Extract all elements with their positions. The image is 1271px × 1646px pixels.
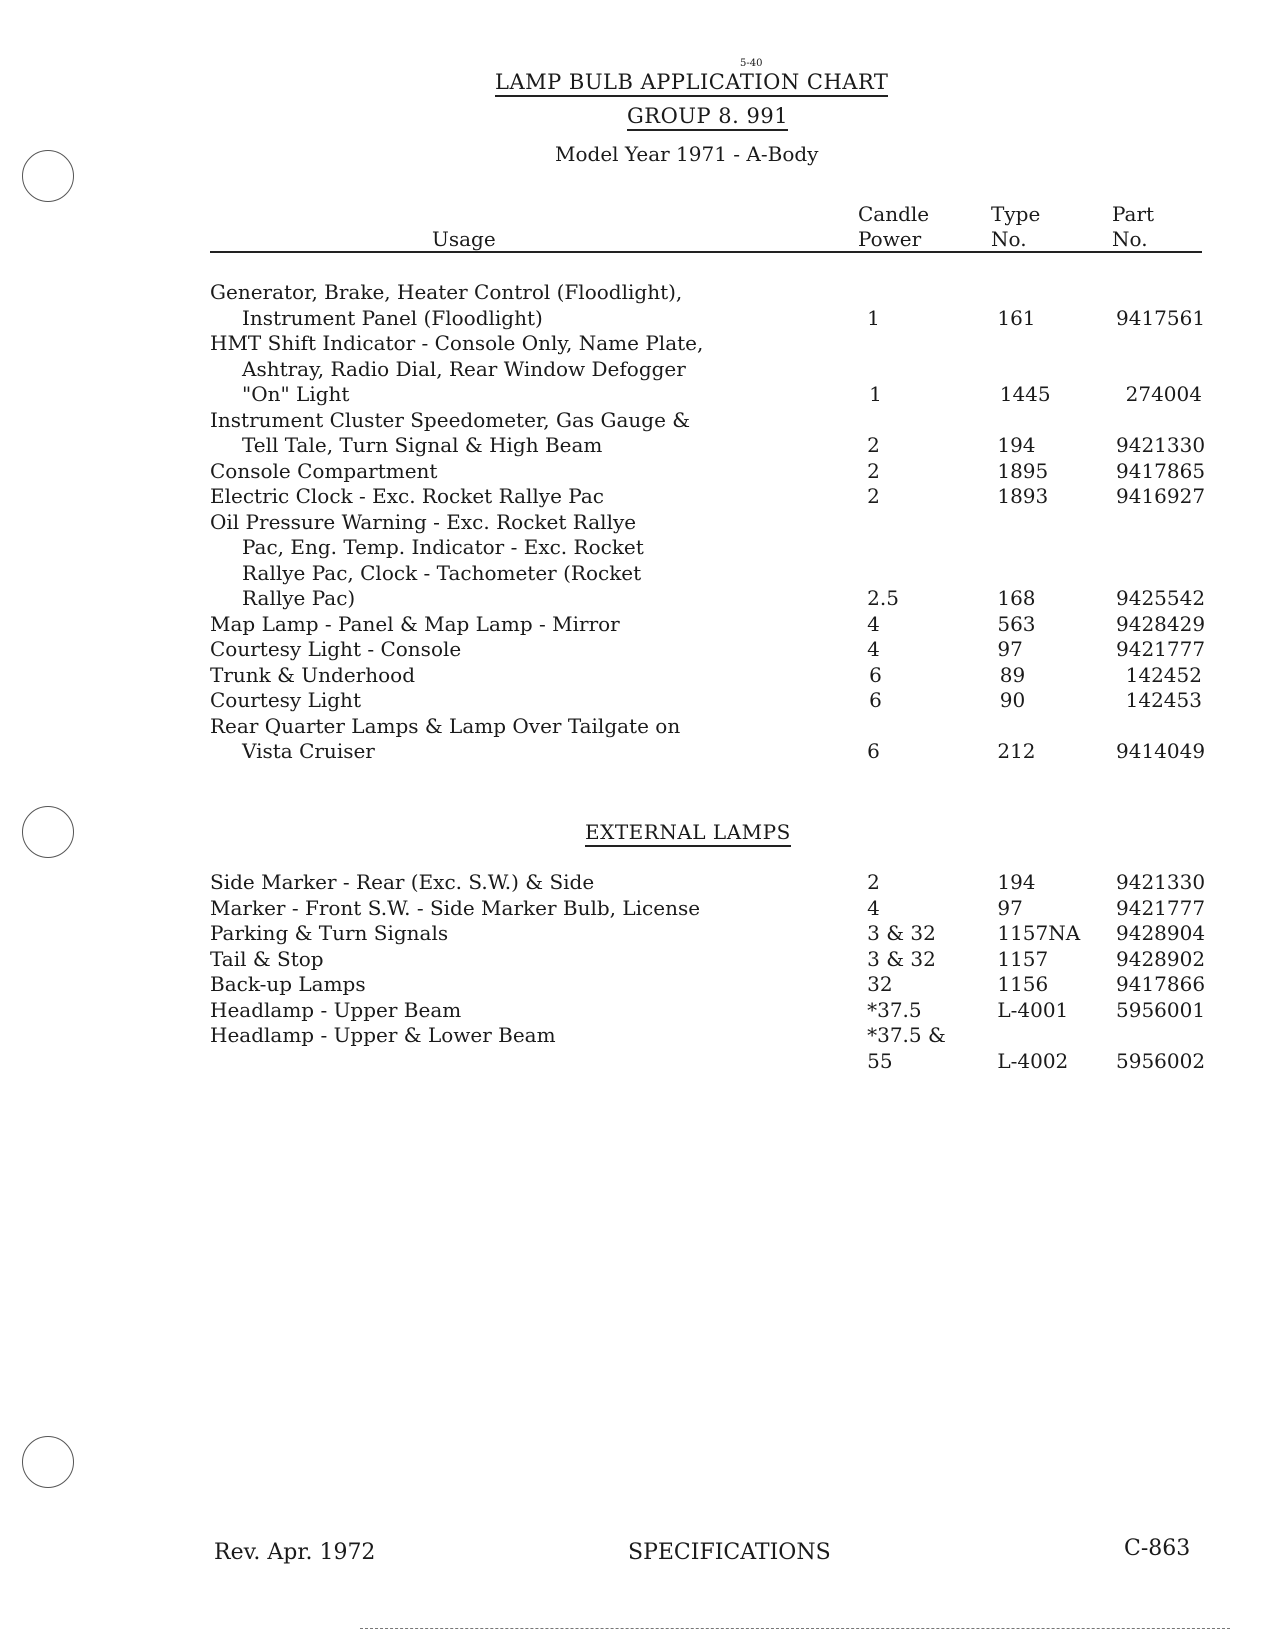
table-row xyxy=(210,331,1202,408)
usage-cell: Headlamp - Upper & Lower Beam xyxy=(210,1023,556,1047)
table-row xyxy=(210,870,1206,896)
table-row xyxy=(210,611,1206,638)
type-no-cell: 90 xyxy=(999,688,1026,712)
footer-page-number: C-863 xyxy=(1124,1536,1191,1561)
candle-power-cell: 2 xyxy=(867,870,880,894)
part-no-cell: 9421330 xyxy=(1116,433,1206,457)
usage-cell: Parking & Turn Signals xyxy=(210,921,449,945)
candle-power-cell: 1 xyxy=(869,382,882,406)
candle-power-cell: 1 xyxy=(867,305,880,330)
header-type-no: Type No. xyxy=(991,202,1041,251)
usage-cell: Back-up Lamps xyxy=(210,972,366,996)
table-row xyxy=(210,713,1206,765)
candle-power-cell: 3 & 32 xyxy=(867,946,936,971)
usage-cell: Console Compartment xyxy=(210,458,438,483)
type-no-cell: 1445 xyxy=(999,382,1051,406)
usage-cell: Instrument Cluster Speedometer, Gas Gauge & Tell Tale, Turn Signal & High Beam xyxy=(210,407,691,457)
page-code: 5-40 xyxy=(740,58,763,69)
table-row xyxy=(210,280,1206,331)
type-no-cell: 161 xyxy=(997,305,1036,330)
type-no-cell: 194 xyxy=(997,870,1036,894)
table-row xyxy=(210,484,1206,510)
part-no-cell: 5956001 xyxy=(1116,997,1206,1022)
binder-hole-top xyxy=(22,150,74,202)
candle-power-cell: 2 xyxy=(867,433,880,457)
table-row xyxy=(210,972,1206,998)
type-no-cell: 212 xyxy=(997,739,1036,763)
usage-cell: Trunk & Underhood xyxy=(210,662,415,687)
table-row xyxy=(210,663,1202,689)
external-lamps-title: EXTERNAL LAMPS xyxy=(585,820,791,847)
part-no-cell: 142452 xyxy=(1125,662,1202,687)
header-candle-power: Candle Power xyxy=(858,202,930,251)
usage-cell: Courtesy Light xyxy=(210,688,361,712)
usage-cell: Marker - Front S.W. - Side Marker Bulb, License xyxy=(210,895,701,920)
candle-power-cell: 2 xyxy=(867,484,880,508)
part-no-cell: 274004 xyxy=(1125,382,1202,406)
candle-power-cell: 6 xyxy=(867,739,880,763)
binder-hole-middle xyxy=(22,806,74,858)
type-no-cell: 168 xyxy=(997,586,1036,610)
table-row xyxy=(210,407,1206,459)
candle-power-cell: 3 & 32 xyxy=(867,921,936,945)
part-no-cell: 5956002 xyxy=(1116,1048,1206,1073)
bottom-edge-rule xyxy=(360,1628,1230,1629)
part-no-cell: 9416927 xyxy=(1116,484,1206,508)
header-part-no: Part No. xyxy=(1112,202,1155,251)
candle-power-cell: 2.5 xyxy=(867,586,899,610)
candle-power-cell: 32 xyxy=(867,972,893,996)
type-no-cell: 1157 xyxy=(997,946,1049,971)
type-no-cell: 1157NA xyxy=(997,921,1081,945)
part-no-cell: 9428902 xyxy=(1116,946,1206,971)
type-no-cell: 97 xyxy=(997,637,1023,661)
part-no-cell: 9417865 xyxy=(1116,458,1206,483)
part-no-cell: 9425542 xyxy=(1116,586,1206,610)
candle-power-cell: 4 xyxy=(867,637,880,661)
type-no-cell: 89 xyxy=(999,662,1026,687)
table-row xyxy=(210,688,1202,714)
part-no-cell: 9421777 xyxy=(1116,895,1206,920)
part-no-cell: 9421330 xyxy=(1116,870,1206,894)
usage-cell: Rear Quarter Lamps & Lamp Over Tailgate on Vista Cruiser xyxy=(210,713,681,763)
candle-power-cell: 2 xyxy=(867,458,880,483)
table-row xyxy=(210,509,1206,612)
table-row xyxy=(210,637,1206,663)
part-no-cell: 9414049 xyxy=(1116,739,1206,763)
part-no-cell: 9428429 xyxy=(1116,611,1206,636)
group-number: GROUP 8. 991 xyxy=(627,104,788,131)
type-no-cell: 1895 xyxy=(997,458,1049,483)
type-no-cell: 194 xyxy=(997,433,1036,457)
usage-cell: Headlamp - Upper Beam xyxy=(210,997,462,1022)
part-no-cell: 9417866 xyxy=(1116,972,1206,996)
table-row xyxy=(210,997,1206,1024)
footer-revision: Rev. Apr. 1972 xyxy=(214,1540,376,1565)
part-no-cell: 9421777 xyxy=(1116,637,1206,661)
internal-lamps-table xyxy=(210,280,1206,765)
candle-power-cell: *37.5 xyxy=(867,997,922,1022)
usage-cell: Map Lamp - Panel & Map Lamp - Mirror xyxy=(210,611,620,636)
type-no-cell: L-4001 xyxy=(997,997,1069,1022)
candle-power-cell: 4 xyxy=(867,895,880,920)
usage-cell: Side Marker - Rear (Exc. S.W.) & Side xyxy=(210,870,595,894)
candle-power-cell: 4 xyxy=(867,611,880,636)
binder-hole-bottom xyxy=(22,1436,74,1488)
table-row xyxy=(210,1023,1206,1074)
table-row xyxy=(210,946,1206,973)
footer-section: SPECIFICATIONS xyxy=(628,1540,831,1565)
type-no-cell: L-4002 xyxy=(997,1048,1069,1073)
usage-cell: Generator, Brake, Heater Control (Floodlight), Instrument Panel (Floodlight) xyxy=(210,280,683,330)
type-no-cell: 1893 xyxy=(997,484,1049,508)
table-row xyxy=(210,921,1206,947)
type-no-cell: 563 xyxy=(997,611,1036,636)
usage-cell: Oil Pressure Warning - Exc. Rocket Rallye Pac, Eng. Temp. Indicator - Exc. Rocket Rallye Pac, Clock - Tachometer (Rocket Rallye Pac) xyxy=(210,509,644,610)
usage-cell: Electric Clock - Exc. Rocket Rallye Pac xyxy=(210,484,604,508)
table-row xyxy=(210,895,1206,922)
usage-cell: HMT Shift Indicator - Console Only, Name Plate, Ashtray, Radio Dial, Rear Window Defogger "On" Light xyxy=(210,331,704,406)
part-no-cell: 9417561 xyxy=(1116,305,1206,330)
external-lamps-table xyxy=(210,870,1206,1074)
header-rule xyxy=(210,251,1202,253)
usage-cell: Tail & Stop xyxy=(210,946,324,971)
candle-power-cell: 6 xyxy=(869,688,882,712)
part-no-cell: 142453 xyxy=(1125,688,1202,712)
table-row xyxy=(210,458,1206,485)
header-usage: Usage xyxy=(432,227,496,251)
type-no-cell: 1156 xyxy=(997,972,1049,996)
model-year: Model Year 1971 - A-Body xyxy=(555,142,819,166)
usage-cell: Courtesy Light - Console xyxy=(210,637,462,661)
candle-power-cell: *37.5 & 55 xyxy=(867,1023,946,1073)
part-no-cell: 9428904 xyxy=(1116,921,1206,945)
candle-power-cell: 6 xyxy=(869,662,882,687)
chart-title: LAMP BULB APPLICATION CHART xyxy=(495,70,888,97)
type-no-cell: 97 xyxy=(997,895,1023,920)
